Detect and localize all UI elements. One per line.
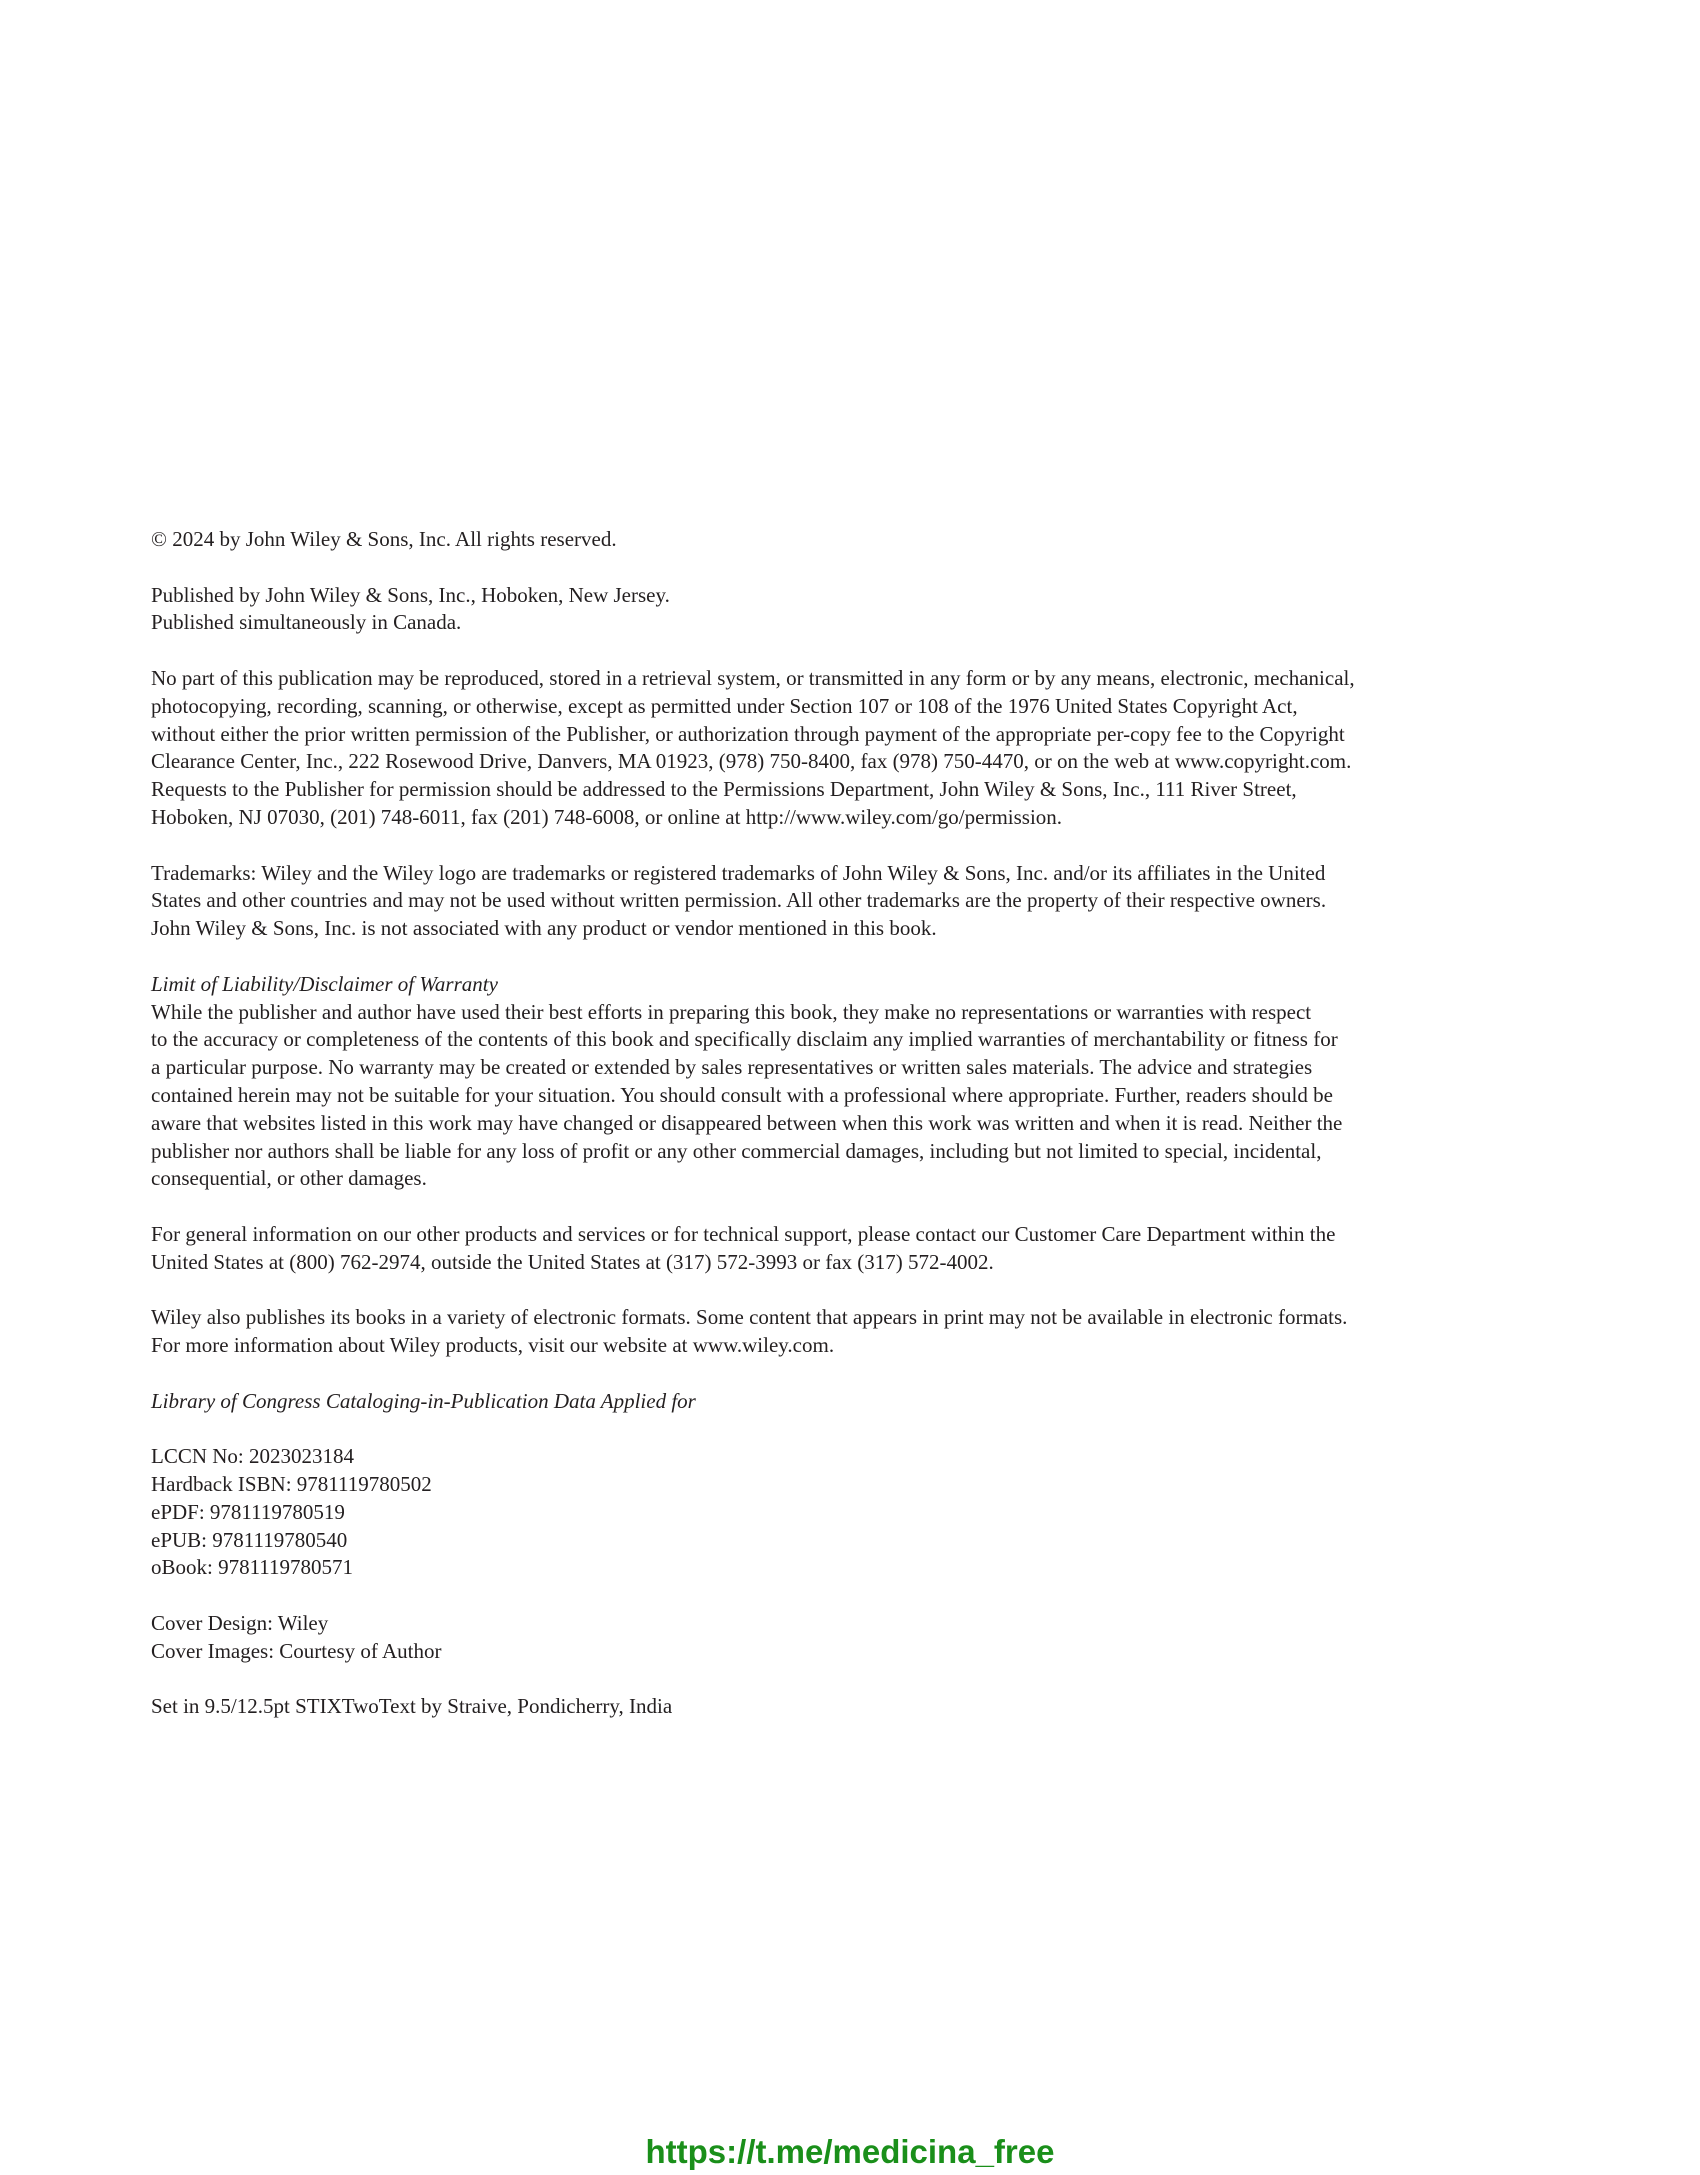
cover-credits — [151, 1610, 1521, 1666]
permissions-line: No part of this publication may be reproduced, stored in a retrieval system, or transmitted in any form or by any means, electronic, mechanical, — [151, 665, 1355, 690]
liability-heading: Limit of Liability/Disclaimer of Warranty — [151, 971, 498, 996]
paragraph-gap — [151, 1360, 1521, 1388]
cip-heading: Library of Congress Cataloging-in-Publication Data Applied for — [151, 1388, 696, 1413]
identifier-line: LCCN No: 2023023184 — [151, 1444, 355, 1469]
identifiers-list — [151, 1443, 1521, 1582]
liability-line: publisher nor authors shall be liable for any loss of profit or any other commercial damages, including but not limited to special, incidental, — [151, 1138, 1322, 1163]
identifier-line: ePUB: 9781119780540 — [151, 1527, 348, 1552]
paragraph-gap — [151, 1582, 1521, 1610]
identifier-line: ePDF: 9781119780519 — [151, 1499, 345, 1524]
permissions-line: Clearance Center, Inc., 222 Rosewood Drive, Danvers, MA 01923, (978) 750-8400, fax (978) 750-4470, or on the web at www.copyright.com. — [151, 749, 1352, 774]
paragraph-gap — [151, 943, 1521, 971]
paragraph-gap — [151, 832, 1521, 860]
identifier-line: oBook: 9781119780571 — [151, 1555, 354, 1580]
liability-section — [151, 971, 1521, 1193]
formats-paragraph — [151, 1304, 1521, 1360]
permissions-line: Requests to the Publisher for permission should be addressed to the Permissions Department, John Wiley & Sons, Inc., 111 River Street, — [151, 777, 1297, 802]
formats-line: Wiley also publishes its books in a variety of electronic formats. Some content that appears in print may not be available in electronic formats. — [151, 1305, 1348, 1330]
paragraph-gap — [151, 1277, 1521, 1305]
trademarks-line: States and other countries and may not be used without written permission. All other trademarks are the property of their respective owners. — [151, 888, 1327, 913]
permissions-paragraph — [151, 665, 1521, 832]
paragraph-gap — [151, 637, 1521, 665]
publisher-statement — [151, 582, 1521, 638]
copyright-page-text — [151, 526, 1521, 1721]
identifier-line: Hardback ISBN: 9781119780502 — [151, 1472, 432, 1497]
support-line: United States at (800) 762-2974, outside the United States at (317) 572-3993 or fax (317) 572-4002. — [151, 1249, 994, 1274]
paragraph-gap — [151, 554, 1521, 582]
liability-line: While the publisher and author have used their best efforts in preparing this book, they make no representations or warranties with respect — [151, 999, 1312, 1024]
paragraph-gap — [151, 1416, 1521, 1444]
telegram-link[interactable]: https://t.me/medicina_free — [645, 2133, 1055, 2170]
support-paragraph — [151, 1221, 1521, 1277]
liability-line: aware that websites listed in this work may have changed or disappeared between when this work was written and when it is read. Neither the — [151, 1110, 1343, 1135]
permissions-line: photocopying, recording, scanning, or otherwise, except as permitted under Section 107 or 108 of the 1976 United States Copyright Act, — [151, 693, 1298, 718]
trademarks-line: John Wiley & Sons, Inc. is not associated with any product or vendor mentioned in this book. — [151, 916, 937, 941]
formats-line: For more information about Wiley products, visit our website at www.wiley.com. — [151, 1333, 835, 1358]
cover-credit-line: Cover Design: Wiley — [151, 1611, 329, 1636]
permissions-line: Hoboken, NJ 07030, (201) 748-6011, fax (201) 748-6008, or online at http://www.wiley.com/go/permission. — [151, 804, 1063, 829]
paragraph-gap — [151, 1193, 1521, 1221]
trademarks-paragraph — [151, 860, 1521, 943]
copyright-notice: © 2024 by John Wiley & Sons, Inc. All rights reserved. — [151, 527, 617, 551]
permissions-line: without either the prior written permission of the Publisher, or authorization through payment of the appropriate per-copy fee to the Copyright — [151, 721, 1345, 746]
support-line: For general information on our other products and services or for technical support, please contact our Customer Care Department within the — [151, 1221, 1336, 1246]
liability-line: to the accuracy or completeness of the contents of this book and specifically disclaim any implied warranties of merchantability or fitness for — [151, 1027, 1338, 1052]
typesetting-note: Set in 9.5/12.5pt STIXTwoText by Straive, Pondicherry, India — [151, 1694, 673, 1719]
liability-line: a particular purpose. No warranty may be created or extended by sales representatives or written sales materials. The advice and strategies — [151, 1055, 1313, 1080]
publisher-line: Published by John Wiley & Sons, Inc., Hoboken, New Jersey. — [151, 582, 670, 607]
liability-line: consequential, or other damages. — [151, 1166, 427, 1191]
cover-credit-line: Cover Images: Courtesy of Author — [151, 1638, 442, 1663]
trademarks-line: Trademarks: Wiley and the Wiley logo are trademarks or registered trademarks of John Wiley & Sons, Inc. and/or its affiliates in the United — [151, 860, 1326, 885]
publisher-line: Published simultaneously in Canada. — [151, 610, 462, 635]
liability-line: contained herein may not be suitable for your situation. You should consult with a professional where appropriate. Further, readers should be — [151, 1082, 1333, 1107]
paragraph-gap — [151, 1666, 1521, 1694]
